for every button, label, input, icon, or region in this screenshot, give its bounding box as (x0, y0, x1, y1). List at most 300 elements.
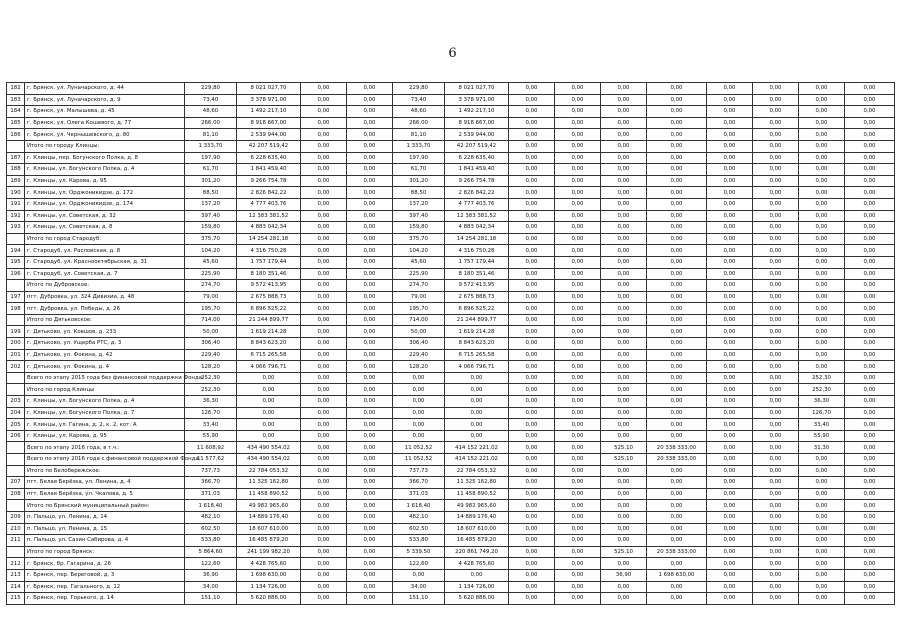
value-cell: 0,00 (601, 117, 647, 129)
value-cell: 0,00 (799, 303, 845, 315)
value-cell: 0,00 (799, 280, 845, 292)
value-cell: 159,80 (393, 222, 445, 234)
value-cell: 0,00 (753, 256, 799, 268)
value-cell: 0,00 (301, 396, 347, 408)
address-cell: г. Дятьково, ул. Фокина, д. 4 (25, 361, 185, 373)
table-row (7, 187, 895, 199)
value-cell: 0,00 (555, 233, 601, 245)
value-cell: 0,00 (301, 256, 347, 268)
value-cell: 0,00 (647, 593, 707, 605)
address-cell: Итого по Брянский муниципальный район: (25, 500, 185, 512)
address-cell: г. Клинцы, ул. Карова, д. 95 (25, 430, 185, 442)
value-cell: 0,00 (845, 106, 895, 118)
value-cell: 0,00 (555, 198, 601, 210)
table-row (7, 581, 895, 593)
value-cell: 0,00 (555, 407, 601, 419)
value-cell: 0,00 (707, 558, 753, 570)
value-cell: 0,00 (753, 593, 799, 605)
row-number-cell: 211 (7, 535, 25, 547)
value-cell: 0,00 (601, 106, 647, 118)
row-number-cell: 208 (7, 488, 25, 500)
value-cell: 104,20 (393, 245, 445, 257)
value-cell: 0,00 (301, 488, 347, 500)
value-cell: 1 757 179,44 (237, 256, 301, 268)
value-cell: 4 316 750,28 (237, 245, 301, 257)
row-number-cell: 197 (7, 291, 25, 303)
value-cell: 0,00 (555, 164, 601, 176)
row-number-cell: 191 (7, 198, 25, 210)
value-cell: 81,10 (393, 129, 445, 141)
row-number-cell: 198 (7, 303, 25, 315)
value-cell: 197,90 (185, 152, 237, 164)
value-cell: 397,40 (393, 210, 445, 222)
table-body (7, 83, 895, 605)
value-cell: 1 492 217,10 (445, 106, 509, 118)
value-cell: 0,00 (845, 233, 895, 245)
value-cell: 0,00 (301, 233, 347, 245)
value-cell: 0,00 (707, 396, 753, 408)
value-cell: 0,00 (347, 303, 393, 315)
value-cell: 0,00 (509, 83, 555, 95)
value-cell: 0,00 (555, 593, 601, 605)
value-cell: 602,50 (393, 523, 445, 535)
value-cell: 0,00 (555, 419, 601, 431)
address-cell: г. Брянск, бр. Гагарина, д. 26 (25, 558, 185, 570)
address-cell: г. Клинцы, ул. Богунского Полка, д. 7 (25, 407, 185, 419)
value-cell: 0,00 (601, 349, 647, 361)
value-cell: 0,00 (301, 465, 347, 477)
value-cell: 0,00 (393, 407, 445, 419)
value-cell: 0,00 (753, 280, 799, 292)
value-cell: 0,00 (753, 511, 799, 523)
value-cell: 229,80 (185, 83, 237, 95)
address-cell: Итого по город Клинцы (25, 384, 185, 396)
row-number-cell (7, 233, 25, 245)
value-cell: 0,00 (301, 546, 347, 558)
value-cell: 0,00 (555, 349, 601, 361)
value-cell: 366,70 (393, 477, 445, 489)
value-cell: 0,00 (601, 280, 647, 292)
value-cell: 0,00 (347, 558, 393, 570)
value-cell: 0,00 (301, 210, 347, 222)
address-cell: Итого по Дятьковское: (25, 314, 185, 326)
value-cell: 0,00 (753, 569, 799, 581)
value-cell: 0,00 (301, 361, 347, 373)
row-number-cell: 192 (7, 210, 25, 222)
value-cell: 0,00 (799, 558, 845, 570)
value-cell: 220 861 749,20 (445, 546, 509, 558)
value-cell: 0,00 (601, 187, 647, 199)
value-cell: 0,00 (647, 535, 707, 547)
value-cell: 45,60 (185, 256, 237, 268)
value-cell: 8 918 667,00 (445, 117, 509, 129)
value-cell: 0,00 (799, 593, 845, 605)
value-cell: 0,00 (647, 349, 707, 361)
value-cell: 0,00 (601, 361, 647, 373)
value-cell: 79,00 (185, 291, 237, 303)
value-cell: 0,00 (799, 361, 845, 373)
value-cell: 737,73 (393, 465, 445, 477)
value-cell: 88,50 (393, 187, 445, 199)
value-cell: 0,00 (445, 569, 509, 581)
value-cell: 0,00 (845, 291, 895, 303)
value-cell: 0,00 (555, 245, 601, 257)
value-cell: 2 539 944,00 (237, 129, 301, 141)
value-cell: 0,00 (647, 280, 707, 292)
value-cell: 0,00 (301, 106, 347, 118)
value-cell: 33,40 (185, 419, 237, 431)
value-cell: 225,90 (185, 268, 237, 280)
value-cell: 0,00 (799, 198, 845, 210)
value-cell: 0,00 (347, 187, 393, 199)
value-cell: 0,00 (601, 407, 647, 419)
value-cell: 0,00 (237, 419, 301, 431)
value-cell: 0,00 (845, 454, 895, 466)
value-cell: 0,00 (647, 477, 707, 489)
value-cell: 0,00 (347, 280, 393, 292)
value-cell: 0,00 (845, 349, 895, 361)
value-cell: 0,00 (347, 164, 393, 176)
value-cell: 0,00 (845, 187, 895, 199)
table-row-subtotal (7, 465, 895, 477)
value-cell: 0,00 (601, 245, 647, 257)
value-cell: 0,00 (509, 303, 555, 315)
address-cell: г. Брянск, пер. Гагального, д. 12 (25, 581, 185, 593)
value-cell: 229,80 (393, 83, 445, 95)
value-cell: 0,00 (601, 523, 647, 535)
row-number-cell: 183 (7, 94, 25, 106)
value-cell: 0,00 (845, 314, 895, 326)
value-cell: 0,00 (301, 442, 347, 454)
value-cell: 525,10 (601, 454, 647, 466)
value-cell: 0,00 (445, 430, 509, 442)
value-cell: 0,00 (509, 198, 555, 210)
value-cell: 0,00 (347, 245, 393, 257)
value-cell: 0,00 (647, 430, 707, 442)
value-cell: 0,00 (799, 546, 845, 558)
value-cell: 0,00 (753, 477, 799, 489)
value-cell: 241 199 982,20 (237, 546, 301, 558)
value-cell: 0,00 (647, 465, 707, 477)
row-number-cell: 199 (7, 326, 25, 338)
value-cell: 0,00 (347, 442, 393, 454)
value-cell: 0,00 (509, 129, 555, 141)
table-row-subtotal (7, 140, 895, 152)
value-cell: 0,00 (555, 372, 601, 384)
value-cell: 0,00 (445, 396, 509, 408)
value-cell: 0,00 (601, 384, 647, 396)
address-cell: г. Дятьково, ул. Ущерба РТС, д. 3 (25, 338, 185, 350)
value-cell: 0,00 (601, 326, 647, 338)
address-cell: Итого по городу Клинцы: (25, 140, 185, 152)
value-cell: 0,00 (509, 511, 555, 523)
value-cell: 0,00 (753, 546, 799, 558)
value-cell: 0,00 (347, 593, 393, 605)
value-cell: 18 607 610,00 (237, 523, 301, 535)
address-cell: г. Стародуб, ул. Расловская, д. 8 (25, 245, 185, 257)
value-cell: 0,00 (509, 291, 555, 303)
value-cell: 6 896 525,22 (237, 303, 301, 315)
value-cell: 0,00 (301, 569, 347, 581)
value-cell: 0,00 (799, 523, 845, 535)
table-row-subtotal (7, 314, 895, 326)
value-cell: 0,00 (393, 384, 445, 396)
value-cell: 0,00 (393, 569, 445, 581)
value-cell: 0,00 (347, 581, 393, 593)
value-cell: 0,00 (707, 106, 753, 118)
value-cell: 9 266 754,78 (445, 175, 509, 187)
value-cell: 0,00 (555, 117, 601, 129)
value-cell: 306,40 (185, 338, 237, 350)
value-cell: 0,00 (799, 569, 845, 581)
value-cell: 0,00 (555, 477, 601, 489)
value-cell: 0,00 (845, 94, 895, 106)
address-cell: г. Стародуб, ул. Советская, д. 7 (25, 268, 185, 280)
value-cell: 0,00 (647, 384, 707, 396)
value-cell: 0,00 (509, 256, 555, 268)
value-cell: 0,00 (347, 454, 393, 466)
value-cell: 5 339,50 (393, 546, 445, 558)
value-cell: 0,00 (301, 511, 347, 523)
value-cell: 0,00 (301, 129, 347, 141)
value-cell: 0,00 (347, 407, 393, 419)
value-cell: 4 316 750,28 (445, 245, 509, 257)
value-cell: 1 333,70 (393, 140, 445, 152)
value-cell: 0,00 (301, 83, 347, 95)
value-cell: 0,00 (753, 454, 799, 466)
value-cell: 0,00 (601, 465, 647, 477)
value-cell: 0,00 (445, 419, 509, 431)
value-cell: 0,00 (845, 442, 895, 454)
row-number-cell: 207 (7, 477, 25, 489)
value-cell: 602,50 (185, 523, 237, 535)
value-cell: 0,00 (509, 140, 555, 152)
value-cell: 0,00 (753, 117, 799, 129)
address-cell: Итого по Белобережское: (25, 465, 185, 477)
value-cell: 0,00 (799, 314, 845, 326)
value-cell: 0,00 (707, 326, 753, 338)
value-cell: 0,00 (555, 106, 601, 118)
value-cell: 0,00 (647, 198, 707, 210)
value-cell: 4 428 765,60 (445, 558, 509, 570)
value-cell: 0,00 (555, 546, 601, 558)
value-cell: 0,00 (799, 222, 845, 234)
value-cell: 0,00 (301, 454, 347, 466)
table-row-subtotal (7, 454, 895, 466)
value-cell: 0,00 (555, 83, 601, 95)
value-cell: 14 254 281,18 (237, 233, 301, 245)
value-cell: 0,00 (555, 175, 601, 187)
value-cell: 0,00 (347, 222, 393, 234)
value-cell: 0,00 (753, 140, 799, 152)
value-cell: 0,00 (845, 500, 895, 512)
value-cell: 0,00 (347, 106, 393, 118)
row-number-cell: 212 (7, 558, 25, 570)
value-cell: 0,00 (799, 465, 845, 477)
value-cell: 0,00 (509, 187, 555, 199)
row-number-cell (7, 500, 25, 512)
value-cell: 0,00 (845, 558, 895, 570)
value-cell: 0,00 (647, 256, 707, 268)
value-cell: 0,00 (237, 384, 301, 396)
value-cell: 11 458 890,52 (445, 488, 509, 500)
value-cell: 0,00 (601, 268, 647, 280)
row-number-cell: 186 (7, 129, 25, 141)
value-cell: 0,00 (707, 511, 753, 523)
value-cell: 0,00 (509, 117, 555, 129)
value-cell: 0,00 (753, 303, 799, 315)
value-cell: 0,00 (845, 361, 895, 373)
table-row (7, 349, 895, 361)
value-cell: 0,00 (555, 465, 601, 477)
value-cell: 2 539 944,00 (445, 129, 509, 141)
value-cell: 0,00 (753, 523, 799, 535)
value-cell: 0,00 (753, 233, 799, 245)
value-cell: 1 841 459,40 (237, 164, 301, 176)
value-cell: 0,00 (347, 291, 393, 303)
table-row (7, 558, 895, 570)
row-number-cell: 209 (7, 511, 25, 523)
value-cell: 0,00 (347, 129, 393, 141)
value-cell: 0,00 (753, 152, 799, 164)
value-cell: 6 715 265,58 (237, 349, 301, 361)
value-cell: 0,00 (301, 94, 347, 106)
value-cell: 42 207 519,42 (237, 140, 301, 152)
row-number-cell: 184 (7, 106, 25, 118)
address-cell: г. Дятьково, ул. Ковшов, д. 233 (25, 326, 185, 338)
value-cell: 482,10 (393, 511, 445, 523)
table-row (7, 129, 895, 141)
address-cell: п. Пальцо, ул. Ленина, д. 14 (25, 511, 185, 523)
value-cell: 0,00 (707, 593, 753, 605)
value-cell: 0,00 (799, 83, 845, 95)
value-cell: 4 428 765,60 (237, 558, 301, 570)
value-cell: 0,00 (845, 535, 895, 547)
table-row (7, 488, 895, 500)
value-cell: 0,00 (707, 222, 753, 234)
value-cell: 0,00 (601, 164, 647, 176)
value-cell: 0,00 (601, 488, 647, 500)
value-cell: 0,00 (301, 164, 347, 176)
row-number-cell: 200 (7, 338, 25, 350)
value-cell: 266,00 (185, 117, 237, 129)
value-cell: 0,00 (555, 396, 601, 408)
value-cell: 0,00 (647, 326, 707, 338)
value-cell: 0,00 (555, 338, 601, 350)
value-cell: 0,00 (799, 454, 845, 466)
value-cell: 4 066 796,71 (237, 361, 301, 373)
value-cell: 0,00 (555, 442, 601, 454)
value-cell: 0,00 (301, 523, 347, 535)
value-cell: 0,00 (845, 407, 895, 419)
value-cell: 0,00 (509, 477, 555, 489)
value-cell: 0,00 (647, 152, 707, 164)
value-cell: 0,00 (799, 210, 845, 222)
value-cell: 1 841 459,40 (445, 164, 509, 176)
value-cell: 0,00 (799, 349, 845, 361)
row-number-cell: 185 (7, 117, 25, 129)
value-cell: 0,00 (753, 500, 799, 512)
value-cell: 5 620 888,00 (237, 593, 301, 605)
value-cell: 306,40 (393, 338, 445, 350)
value-cell: 0,00 (509, 222, 555, 234)
value-cell: 0,00 (707, 94, 753, 106)
value-cell: 0,00 (707, 372, 753, 384)
value-cell: 0,00 (509, 535, 555, 547)
value-cell: 274,70 (393, 280, 445, 292)
value-cell: 0,00 (799, 117, 845, 129)
row-number-cell: 204 (7, 407, 25, 419)
value-cell: 0,00 (845, 210, 895, 222)
value-cell: 31,30 (799, 442, 845, 454)
value-cell: 0,00 (753, 222, 799, 234)
value-cell: 0,00 (555, 210, 601, 222)
value-cell: 0,00 (647, 268, 707, 280)
value-cell: 50,00 (185, 326, 237, 338)
value-cell: 0,00 (509, 233, 555, 245)
value-cell: 0,00 (707, 500, 753, 512)
table-row (7, 396, 895, 408)
value-cell: 0,00 (555, 94, 601, 106)
value-cell: 0,00 (707, 477, 753, 489)
value-cell: 0,00 (753, 384, 799, 396)
value-cell: 9 572 413,95 (237, 280, 301, 292)
value-cell: 48,60 (185, 106, 237, 118)
value-cell: 0,00 (707, 198, 753, 210)
table-row (7, 268, 895, 280)
value-cell: 0,00 (707, 569, 753, 581)
table-row (7, 523, 895, 535)
value-cell: 0,00 (707, 129, 753, 141)
table-row (7, 198, 895, 210)
value-cell: 6 896 525,22 (445, 303, 509, 315)
address-cell: г. Брянск, пер. Береговой, д. 3 (25, 569, 185, 581)
value-cell: 0,00 (753, 164, 799, 176)
value-cell: 16 485 879,20 (445, 535, 509, 547)
value-cell: 0,00 (601, 372, 647, 384)
value-cell: 0,00 (845, 396, 895, 408)
value-cell: 0,00 (707, 384, 753, 396)
value-cell: 366,70 (185, 477, 237, 489)
value-cell: 0,00 (845, 477, 895, 489)
table-row (7, 361, 895, 373)
address-cell: пгт. Белая Берёзка, ул. Чкалова, д. 5 (25, 488, 185, 500)
value-cell: 4 777 403,76 (445, 198, 509, 210)
value-cell: 61,70 (185, 164, 237, 176)
value-cell: 0,00 (799, 187, 845, 199)
value-cell: 8 021 027,70 (445, 83, 509, 95)
value-cell: 0,00 (555, 303, 601, 315)
row-number-cell: 206 (7, 430, 25, 442)
row-number-cell: 214 (7, 581, 25, 593)
value-cell: 0,00 (647, 140, 707, 152)
value-cell: 88,50 (185, 187, 237, 199)
value-cell: 0,00 (509, 372, 555, 384)
value-cell: 0,00 (845, 465, 895, 477)
value-cell: 0,00 (647, 523, 707, 535)
value-cell: 375,70 (393, 233, 445, 245)
value-cell: 525,10 (601, 546, 647, 558)
value-cell: 20 338 333,00 (647, 442, 707, 454)
value-cell: 0,00 (509, 488, 555, 500)
value-cell: 9 572 413,95 (445, 280, 509, 292)
value-cell: 0,00 (347, 430, 393, 442)
value-cell: 0,00 (647, 187, 707, 199)
row-number-cell (7, 280, 25, 292)
value-cell: 0,00 (509, 546, 555, 558)
value-cell: 0,00 (845, 569, 895, 581)
value-cell: 533,80 (393, 535, 445, 547)
